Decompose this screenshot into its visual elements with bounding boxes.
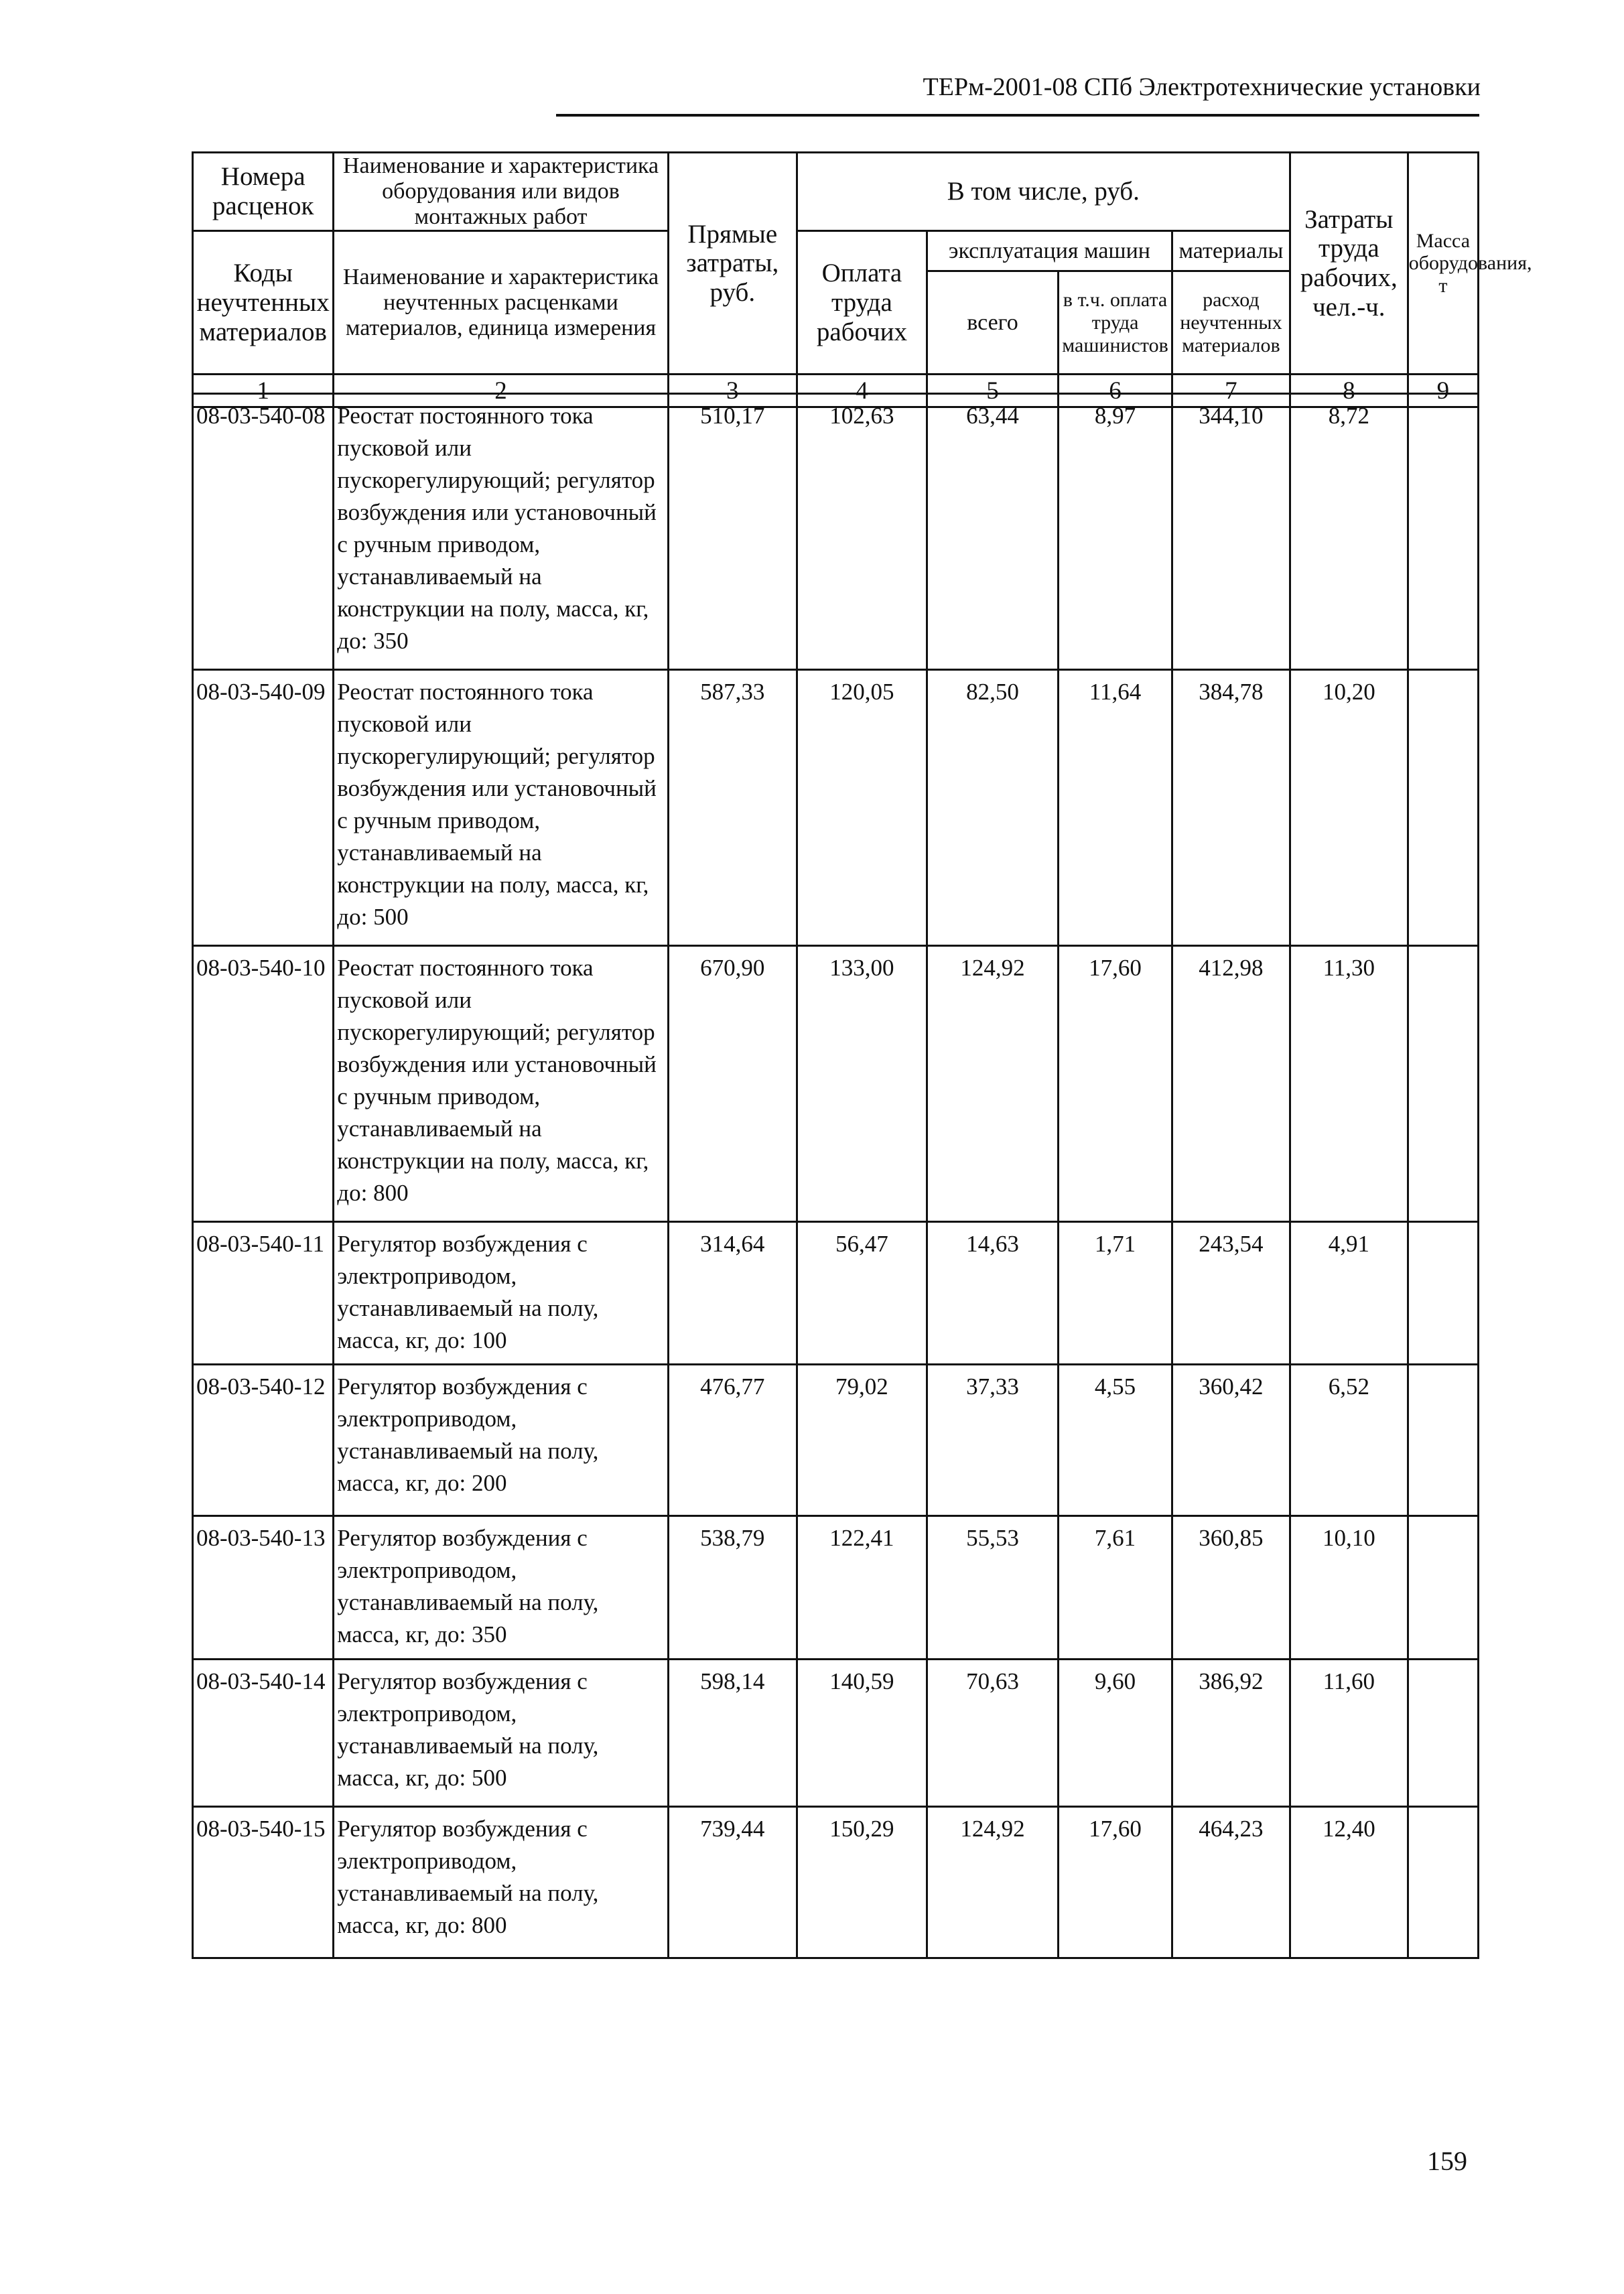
direct-costs: 670,90	[668, 946, 797, 1222]
machines-total: 124,92	[927, 946, 1058, 1222]
machines-total: 82,50	[927, 670, 1058, 946]
labor-hours: 8,72	[1290, 394, 1408, 670]
materials-cost: 243,54	[1172, 1222, 1290, 1365]
header-rule	[556, 114, 1479, 117]
header-codes: Номера расценок	[193, 153, 334, 231]
rate-code: 08-03-540-10	[193, 946, 334, 1222]
labor-pay: 133,00	[797, 946, 927, 1222]
labor-hours: 12,40	[1290, 1807, 1408, 1958]
column-number: 8	[1290, 375, 1408, 407]
column-number: 6	[1059, 375, 1172, 407]
rate-description: Регулятор возбуждения с электроприводом, устанавливаемый на полу, масса, кг, до: 800	[334, 1807, 668, 1958]
header-machines: эксплуатация машин	[927, 231, 1172, 271]
direct-costs: 538,79	[668, 1516, 797, 1660]
equipment-mass	[1408, 1516, 1478, 1660]
rate-code: 08-03-540-12	[193, 1365, 334, 1516]
rate-code: 08-03-540-14	[193, 1660, 334, 1807]
header-mass: Масса оборудования, т	[1408, 153, 1478, 375]
column-number: 3	[668, 375, 797, 407]
materials-cost: 384,78	[1172, 670, 1290, 946]
materials-cost: 412,98	[1172, 946, 1290, 1222]
header-unaccounted-materials: расход неучтенных материалов	[1172, 271, 1290, 375]
rate-code: 08-03-540-11	[193, 1222, 334, 1365]
equipment-mass	[1408, 1365, 1478, 1516]
machines-total: 70,63	[927, 1660, 1058, 1807]
table-row	[193, 1365, 1479, 1516]
header-name-materials: Наименование и характеристика неучтенных расценками материалов, единица измерения	[334, 231, 668, 375]
rate-description: Регулятор возбуждения с электроприводом, устанавливаемый на полу, масса, кг, до: 200	[334, 1365, 668, 1516]
header-group: В том числе, руб.	[797, 153, 1290, 231]
labor-pay: 122,41	[797, 1516, 927, 1660]
operators-pay: 4,55	[1059, 1365, 1172, 1516]
direct-costs: 598,14	[668, 1660, 797, 1807]
equipment-mass	[1408, 670, 1478, 946]
materials-cost: 360,85	[1172, 1516, 1290, 1660]
rate-description: Реостат постоянного тока пусковой или пускорегулирующий; регулятор возбуждения или установочный с ручным приводом, устанавливаемый на конструкции на полу, масса, кг, до: 500	[334, 670, 668, 946]
column-number: 7	[1172, 375, 1290, 407]
materials-cost: 344,10	[1172, 394, 1290, 670]
header-materials: материалы	[1172, 231, 1290, 271]
table-row	[193, 1660, 1479, 1807]
labor-hours: 10,20	[1290, 670, 1408, 946]
equipment-mass	[1408, 1807, 1478, 1958]
equipment-mass	[1408, 1660, 1478, 1807]
operators-pay: 7,61	[1059, 1516, 1172, 1660]
labor-pay: 150,29	[797, 1807, 927, 1958]
machines-total: 37,33	[927, 1365, 1058, 1516]
rate-description: Реостат постоянного тока пусковой или пускорегулирующий; регулятор возбуждения или установочный с ручным приводом, устанавливаемый на конструкции на полу, масса, кг, до: 350	[334, 394, 668, 670]
column-number: 1	[193, 375, 334, 407]
rate-description: Регулятор возбуждения с электроприводом, устанавливаемый на полу, масса, кг, до: 100	[334, 1222, 668, 1365]
materials-cost: 386,92	[1172, 1660, 1290, 1807]
table-row	[193, 1222, 1479, 1365]
rate-code: 08-03-540-13	[193, 1516, 334, 1660]
page-number: 159	[1427, 2146, 1467, 2176]
labor-pay: 102,63	[797, 394, 927, 670]
operators-pay: 9,60	[1059, 1660, 1172, 1807]
direct-costs: 587,33	[668, 670, 797, 946]
labor-pay: 79,02	[797, 1365, 927, 1516]
column-number: 9	[1408, 375, 1478, 407]
machines-total: 14,63	[927, 1222, 1058, 1365]
column-number: 4	[797, 375, 927, 407]
table-header	[192, 151, 1532, 408]
header-direct-costs: Прямые затраты, руб.	[668, 153, 797, 375]
machines-total: 124,92	[927, 1807, 1058, 1958]
direct-costs: 476,77	[668, 1365, 797, 1516]
table-row	[193, 946, 1479, 1222]
running-header: ТЕРм-2001-08 СПб Электротехнические установки	[923, 73, 1481, 101]
operators-pay: 1,71	[1059, 1222, 1172, 1365]
header-machines-total: всего	[927, 271, 1058, 375]
column-number: 2	[334, 375, 668, 407]
operators-pay: 17,60	[1059, 946, 1172, 1222]
rates-table	[192, 393, 1479, 1959]
operators-pay: 17,60	[1059, 1807, 1172, 1958]
table-row	[193, 1807, 1479, 1958]
rate-description: Регулятор возбуждения с электроприводом, устанавливаемый на полу, масса, кг, до: 350	[334, 1516, 668, 1660]
rate-description: Реостат постоянного тока пусковой или пускорегулирующий; регулятор возбуждения или установочный с ручным приводом, устанавливаемый на конструкции на полу, масса, кг, до: 800	[334, 946, 668, 1222]
header-name: Наименование и характеристика оборудования или видов монтажных работ	[334, 153, 668, 231]
column-number: 5	[927, 375, 1058, 407]
labor-hours: 6,52	[1290, 1365, 1408, 1516]
labor-hours: 4,91	[1290, 1222, 1408, 1365]
table-row	[193, 1516, 1479, 1660]
labor-pay: 56,47	[797, 1222, 927, 1365]
equipment-mass	[1408, 946, 1478, 1222]
labor-pay: 140,59	[797, 1660, 927, 1807]
labor-hours: 10,10	[1290, 1516, 1408, 1660]
header-labor-pay: Оплата труда рабочих	[797, 231, 927, 375]
operators-pay: 8,97	[1059, 394, 1172, 670]
rate-code: 08-03-540-15	[193, 1807, 334, 1958]
equipment-mass	[1408, 1222, 1478, 1365]
header-labor-hours: Затраты труда рабочих, чел.-ч.	[1290, 153, 1408, 375]
direct-costs: 739,44	[668, 1807, 797, 1958]
labor-hours: 11,30	[1290, 946, 1408, 1222]
rate-code: 08-03-540-09	[193, 670, 334, 946]
header-operators-pay: в т.ч. оплата труда машинистов	[1059, 271, 1172, 375]
operators-pay: 11,64	[1059, 670, 1172, 946]
labor-pay: 120,05	[797, 670, 927, 946]
table-row	[193, 670, 1479, 946]
materials-cost: 360,42	[1172, 1365, 1290, 1516]
machines-total: 55,53	[927, 1516, 1058, 1660]
labor-hours: 11,60	[1290, 1660, 1408, 1807]
rate-description: Регулятор возбуждения с электроприводом, устанавливаемый на полу, масса, кг, до: 500	[334, 1660, 668, 1807]
table-row	[193, 394, 1479, 670]
header-codes-materials: Коды неучтенных материалов	[193, 231, 334, 375]
equipment-mass	[1408, 394, 1478, 670]
machines-total: 63,44	[927, 394, 1058, 670]
materials-cost: 464,23	[1172, 1807, 1290, 1958]
direct-costs: 314,64	[668, 1222, 797, 1365]
direct-costs: 510,17	[668, 394, 797, 670]
rate-code: 08-03-540-08	[193, 394, 334, 670]
